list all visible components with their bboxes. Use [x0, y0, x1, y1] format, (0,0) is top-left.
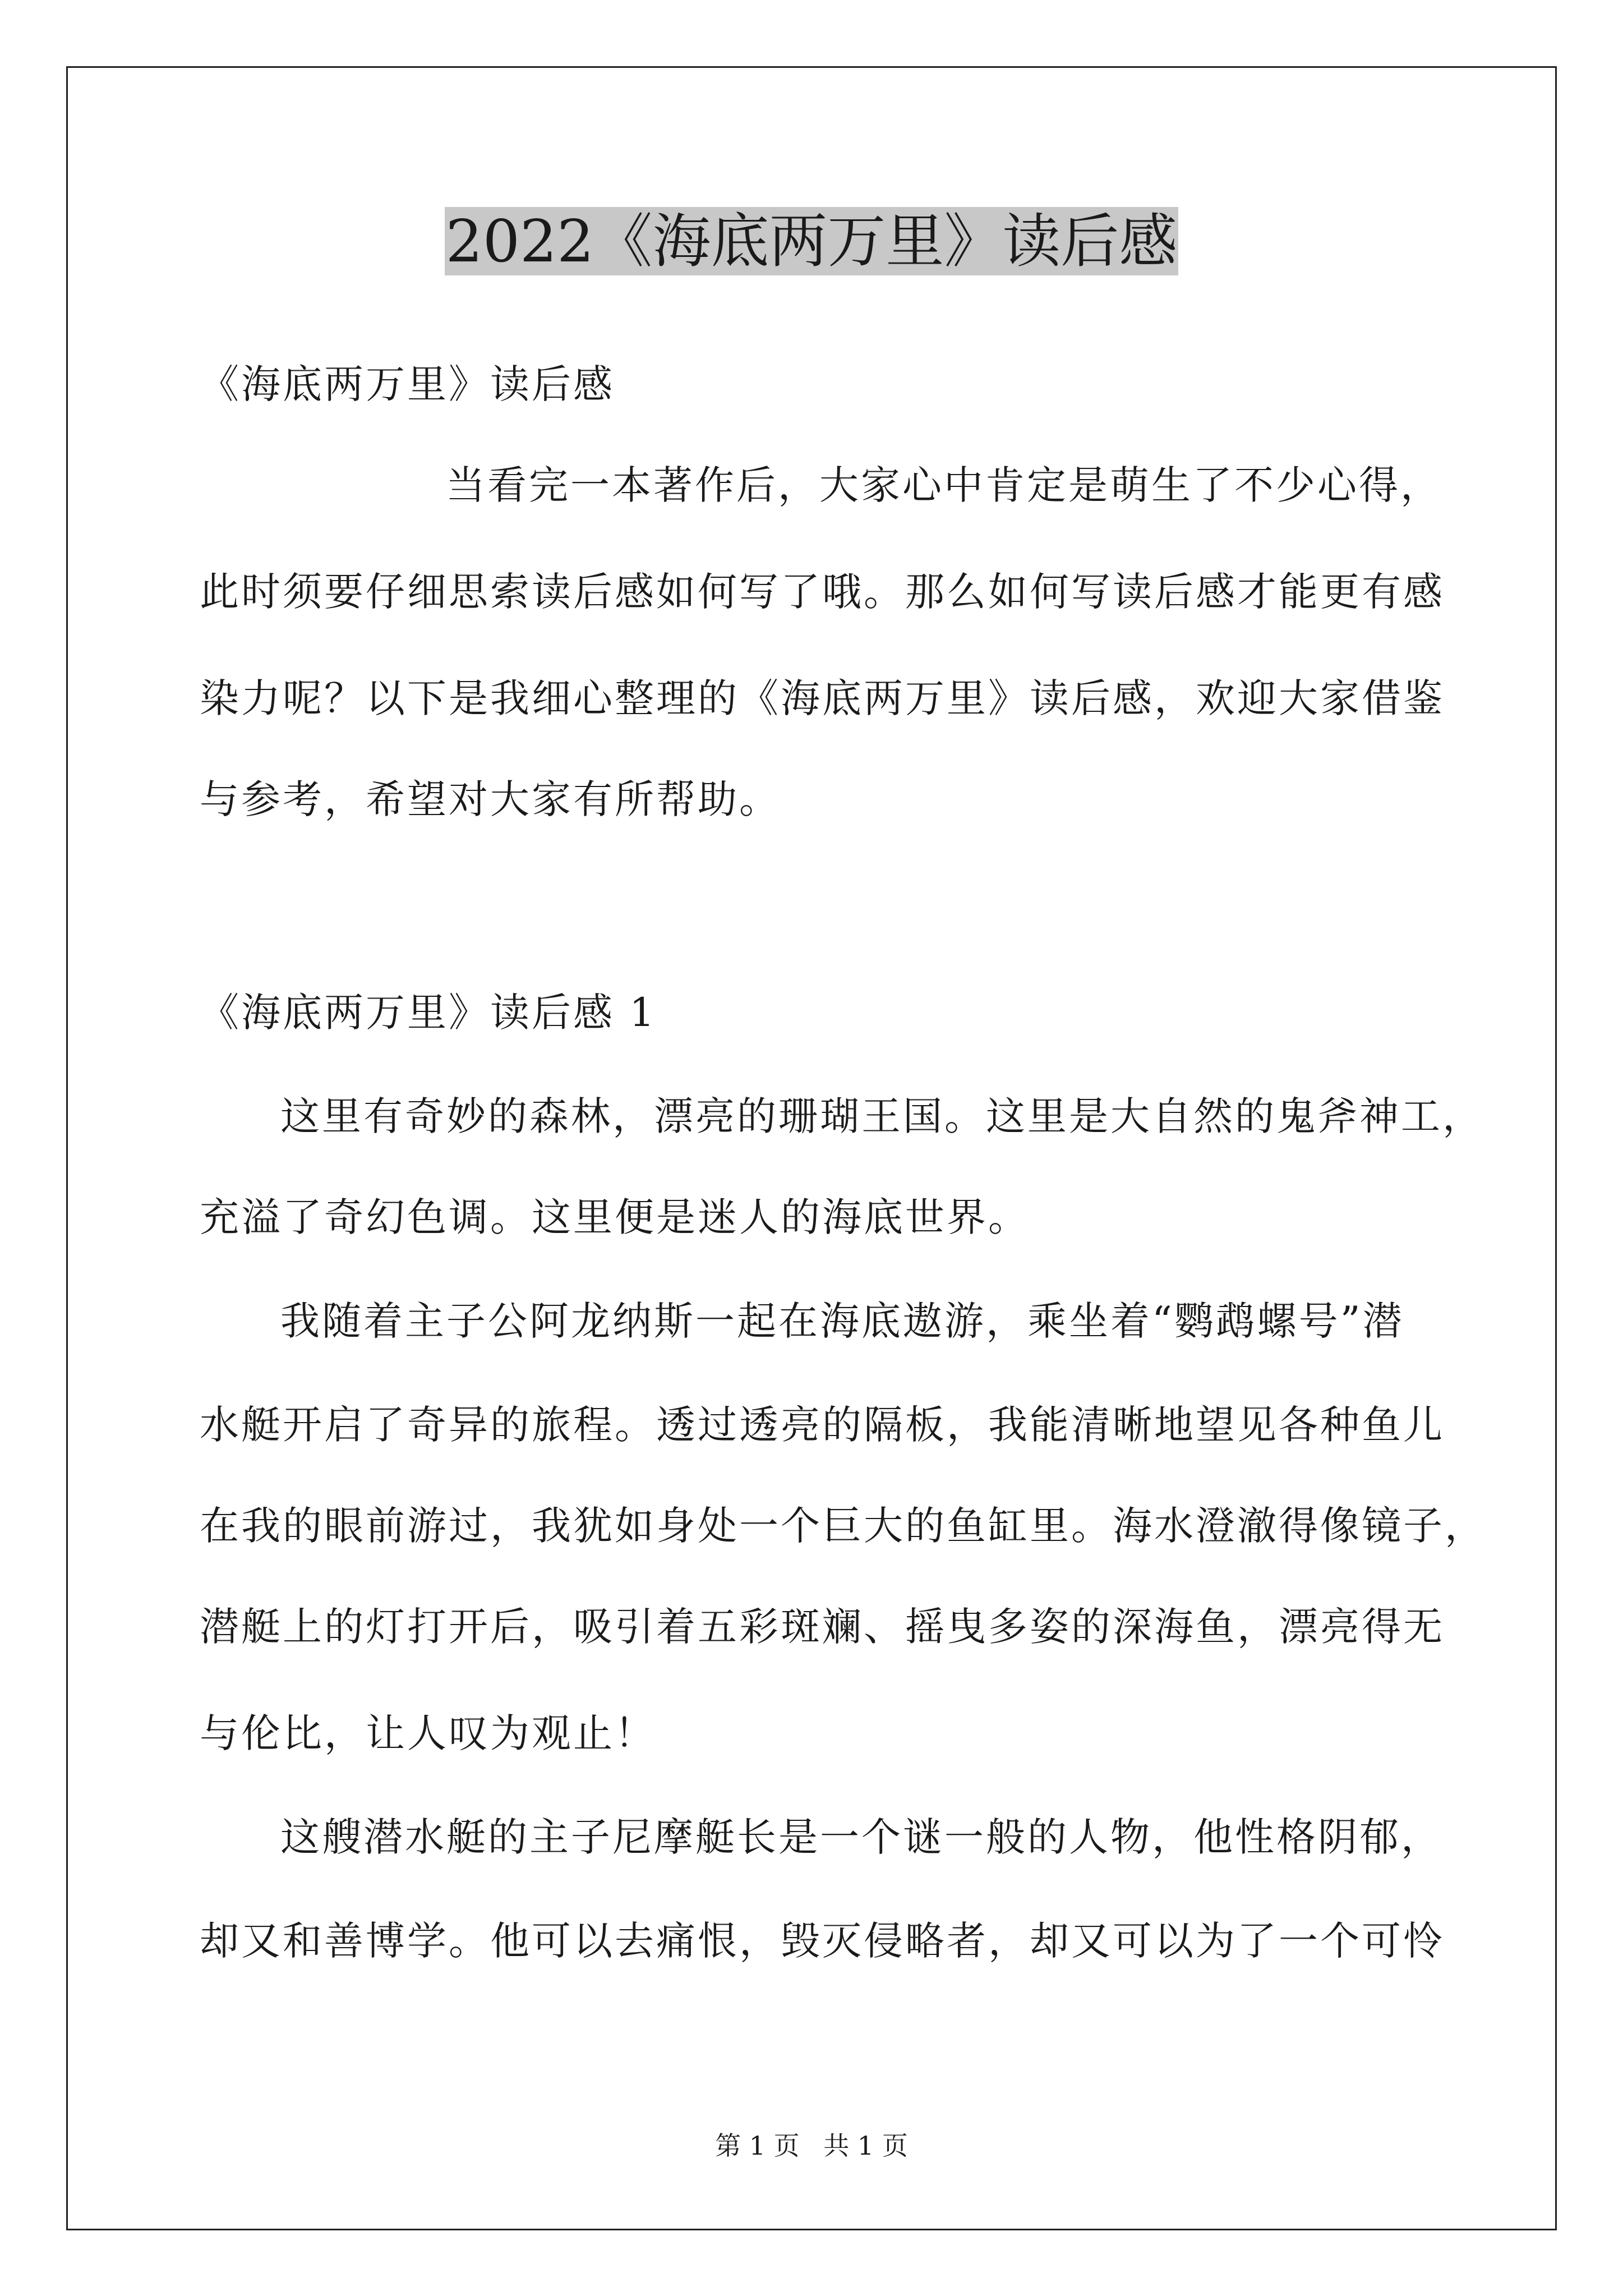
- paragraph-line: 这里有奇妙的森林，漂亮的珊瑚王国。这里是大自然的鬼斧神工，: [280, 1093, 1484, 1139]
- subtitle: 《海底两万里》读后感: [200, 361, 615, 407]
- paragraph-line: 却又和善博学。他可以去痛恨，毁灭侵略者，却又可以为了一个可怜: [200, 1918, 1445, 1964]
- page-number: 第 1 页: [715, 2131, 800, 2161]
- paragraph-line: 水艇开启了奇异的旅程。透过透亮的隔板，我能清晰地望见各种鱼儿: [200, 1402, 1445, 1448]
- page-footer: [0, 2129, 1623, 2162]
- intro-line: 与参考，希望对大家有所帮助。: [200, 776, 781, 822]
- document-title: [0, 202, 1623, 280]
- section-heading: 《海底两万里》读后感 1: [200, 990, 657, 1036]
- paragraph-line: 与伦比，让人叹为观止！: [200, 1710, 656, 1756]
- paragraph-line: 充溢了奇幻色调。这里便是迷人的海底世界。: [200, 1194, 1030, 1240]
- paragraph-line: 潜艇上的灯打开后，吸引着五彩斑斓、摇曳多姿的深海鱼，漂亮得无: [200, 1604, 1445, 1650]
- document-title-text: 2022《海底两万里》读后感: [445, 207, 1178, 275]
- page-total: 共 1 页: [823, 2131, 908, 2161]
- paragraph-line: 在我的眼前游过，我犹如身处一个巨大的鱼缸里。海水澄澈得像镜子，: [200, 1503, 1486, 1549]
- paragraph-line: 这艘潜水艇的主子尼摩艇长是一个谜一般的人物，他性格阴郁，: [280, 1814, 1442, 1860]
- intro-line: 染力呢？以下是我细心整理的《海底两万里》读后感，欢迎大家借鉴: [200, 675, 1445, 721]
- intro-line: 当看完一本著作后，大家心中肯定是萌生了不少心得，: [446, 462, 1442, 508]
- paragraph-line: 我随着主子公阿龙纳斯一起在海底遨游，乘坐着“鹦鹉螺号”潜: [280, 1298, 1404, 1344]
- intro-line: 此时须要仔细思索读后感如何写了哦。那么如何写读后感才能更有感: [200, 569, 1445, 615]
